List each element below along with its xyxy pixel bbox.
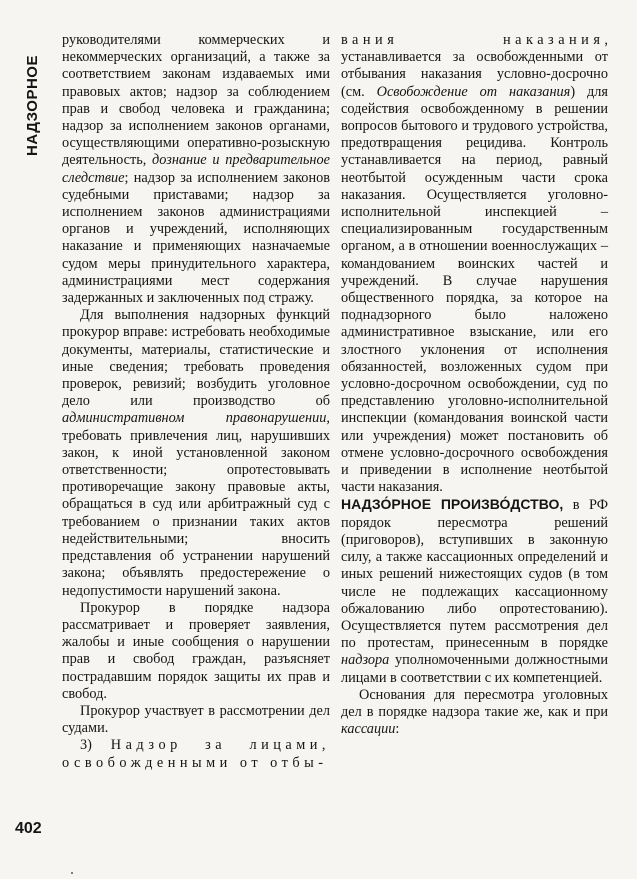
left-paragraph-1: [62, 32, 330, 307]
spaced-heading: Надзор за лицами, освобожденными от отбы-: [62, 737, 330, 771]
spaced-heading: вания наказания: [341, 32, 605, 48]
text-run: руководителями коммерческих и некоммерческих организаций, а также за соответствием законам издаваемых ими правовых актов; надзор за соблюдением прав и свобод человека и гражданина; надзор за исполнением законов органами, осуществляющими оперативно-розыскную деятельность,: [62, 32, 330, 169]
right-column: [341, 32, 608, 738]
left-paragraph-2: [62, 307, 330, 599]
text-run: :: [395, 721, 400, 738]
cross-reference: административном правонарушении: [62, 410, 327, 427]
left-paragraph-5: [62, 737, 330, 771]
text-run: , устанавливается за освобожденными от отбывания наказания условно-досрочно (см.: [341, 32, 608, 100]
cross-reference: Освобождение от наказания: [376, 83, 571, 100]
text-run: Для выполнения надзорных функций прокурор вправе: истребовать необходимые документы, материалы, статистические и иные сведения; требовать проведения проверок, ревизий; возбудить уголовное дело или производство об: [62, 307, 330, 410]
cross-reference: дознание и предварительное следствие: [62, 152, 330, 186]
text-run: ) для содействия освобожденному в решении вопросов бытового и трудового устройства, предотвращения рецидива. Контроль устанавливается на период, равный неотбытой осужденным части срока наказания. Осуществляется уголовно-исполнительной инспекцией – специализированным государственным органом, а в отношении военнослужащих – командованием воинских частей и учреждений. В случае нарушения общественного порядка, за которое на поднадзорного было наложено административное взыскание, или его злостного уклонения от исполнения обязанностей, возложенных судом при условно-досрочном освобождении, суд по представлению уголовно-исполнительной инспекции (командования воинской части или учреждения) может постановить об отмене условно-досрочного освобождения и приведении в исполнение неотбытой части наказания.: [341, 83, 608, 496]
text-run: уполномоченными должностными лицами в соответствии с их компетенцией.: [341, 652, 608, 686]
cross-reference: надзора: [341, 652, 390, 669]
right-paragraph-3: [341, 687, 608, 739]
right-paragraph-2: [341, 496, 608, 686]
print-speck: [71, 872, 73, 874]
list-number: 3): [80, 737, 111, 754]
text-run: , требовать привлечения лиц, нарушивших закон, к иной установленной законом ответственности; опротестовывать противоречащие закону правовые акты, обращаться в суд или арбитражный суд с требованием о признании таких актов недействительными; вносить представления об устранении нарушений закона; объявлять предостережение о недопустимости нарушений закона.: [62, 410, 330, 599]
running-head: [20, 30, 44, 180]
running-head-text: НАДЗОРНОЕ: [23, 54, 41, 156]
page-number: 402: [15, 820, 42, 837]
right-paragraph-1: [341, 32, 608, 496]
text-run: ; надзор за исполнением законов судебными приставами; надзор за исполнением законов администрациями органов и учреждений, исполняющих наказание и применяющих назначаемые судом меры принудительного характера, администрациями мест содержания задержанных и заключенных под стражу.: [62, 169, 330, 307]
entry-headword: НАДЗО́РНОЕ ПРОИЗВО́ДСТВО,: [341, 496, 564, 513]
left-paragraph-3: Прокурор в порядке надзора рассматривает и проверяет заявления, жалобы и иные сообщения о нарушении прав и свобод граждан, разъясняет пострадавшим порядок защиты их прав и свобод.: [62, 599, 330, 702]
text-run: в РФ порядок пересмотра решений (приговоров), вступивших в законную силу, а также кассационных определений и иных решений нижестоящих судов (в том числе не подлежащих кассационному обжалованию либо опротестованию). Осуществляется путем рассмотрения дел по протестам, принесенным в порядке: [341, 497, 608, 652]
cross-reference: кассации: [341, 721, 396, 738]
left-paragraph-4: Прокурор участвует в рассмотрении дел судами.: [62, 702, 330, 737]
text-run: Основания для пересмотра уголовных дел в порядке надзора такие же, как и при: [341, 686, 608, 720]
left-column: [62, 32, 330, 772]
